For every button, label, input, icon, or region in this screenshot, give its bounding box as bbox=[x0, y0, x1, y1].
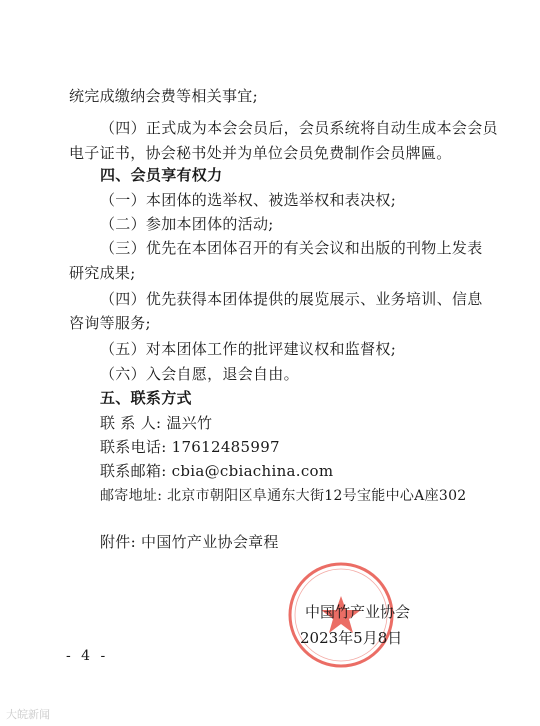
watermark: 大皖新闻 bbox=[6, 708, 50, 721]
section-heading-contact: 五、联系方式 bbox=[100, 389, 192, 407]
contact-person: 联 系 人: 温兴竹 bbox=[100, 414, 213, 432]
body-line-2: （四）正式成为本会会员后，会员系统将自动生成本会会员 bbox=[100, 119, 498, 137]
rights-item-5: （五）对本团体工作的批评建议权和监督权; bbox=[100, 340, 397, 358]
contact-email: 联系邮箱: cbia@cbiachina.com bbox=[100, 462, 334, 480]
rights-item-3: （三）优先在本团体召开的有关会议和出版的刊物上发表 bbox=[100, 239, 483, 257]
signature-date: 2023年5月8日 bbox=[300, 629, 403, 647]
rights-item-3-cont: 研究成果; bbox=[69, 264, 136, 282]
body-line-3: 电子证书，协会秘书处并为单位会员免费制作会员牌匾。 bbox=[69, 144, 452, 162]
signature-organization: 中国竹产业协会 bbox=[305, 603, 411, 621]
rights-item-1: （一）本团体的选举权、被选举权和表决权; bbox=[100, 191, 397, 209]
section-heading-rights: 四、会员享有权力 bbox=[100, 166, 223, 184]
contact-phone: 联系电话: 17612485997 bbox=[100, 438, 280, 456]
contact-address: 邮寄地址: 北京市朝阳区阜通东大街12号宝能中心A座302 bbox=[100, 488, 467, 504]
body-line-1: 统完成缴纳会费等相关事宜; bbox=[69, 87, 258, 105]
attachment-line: 附件: 中国竹产业协会章程 bbox=[100, 533, 279, 551]
rights-item-2: （二）参加本团体的活动; bbox=[100, 215, 274, 233]
rights-item-6: （六）入会自愿，退会自由。 bbox=[100, 365, 299, 383]
page-number: - 4 - bbox=[66, 648, 109, 664]
rights-item-4: （四）优先获得本团体提供的展览展示、业务培训、信息 bbox=[100, 290, 483, 308]
rights-item-4-cont: 咨询等服务; bbox=[69, 314, 151, 332]
